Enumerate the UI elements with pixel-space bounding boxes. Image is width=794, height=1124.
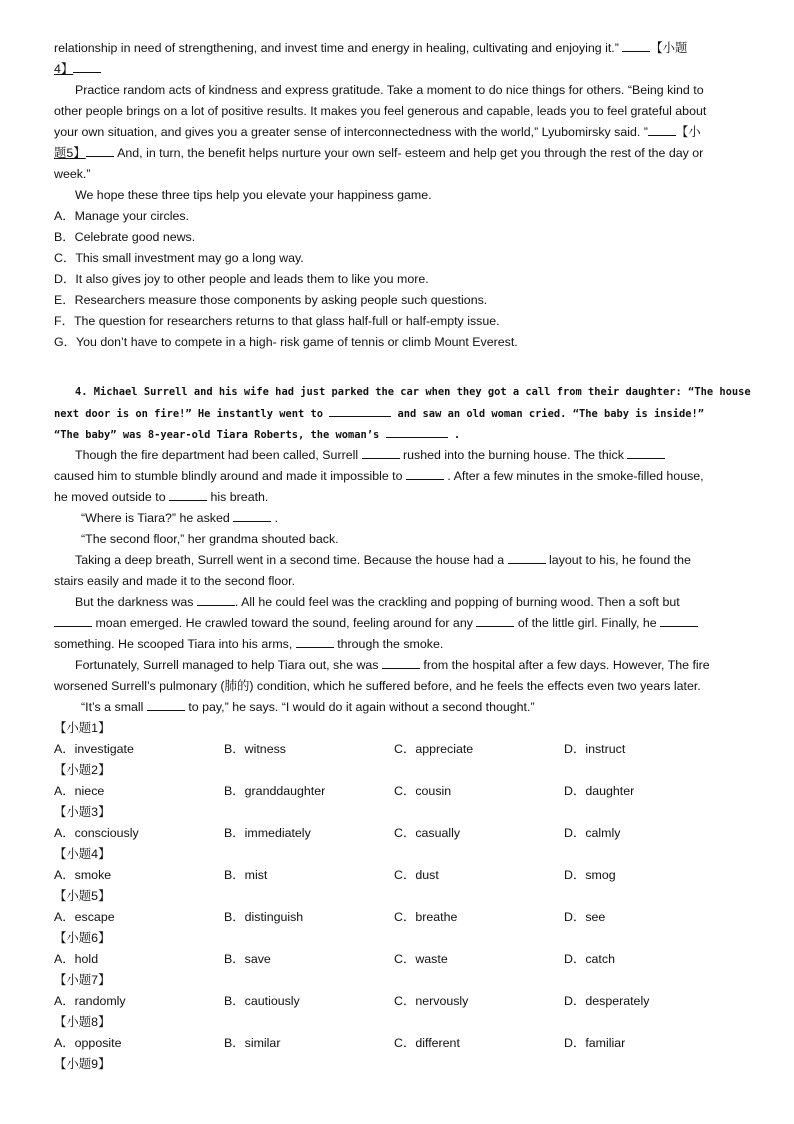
option-line: E．Researchers measure those components by asking people such questions. xyxy=(54,293,488,307)
option-line: D．It also gives joy to other people and leads them to like you more. xyxy=(54,272,429,286)
text-run: rushed into the burning house. The thick xyxy=(403,448,624,462)
paragraph-line xyxy=(54,122,701,143)
text-run: to pay,” he says. “I would do it again without a second thought.” xyxy=(188,700,535,714)
choice-c[interactable]: C．different xyxy=(394,1036,460,1050)
text-run: from the hospital after a few days. However, The fire xyxy=(423,658,710,672)
question-label: 【小题3】 xyxy=(54,805,111,819)
text-run: . xyxy=(274,511,279,525)
text-run: and saw an old woman cried. “The baby is inside!” xyxy=(397,408,705,420)
paragraph-line xyxy=(75,445,665,466)
choice-d[interactable]: D．daughter xyxy=(564,784,635,798)
choice-a[interactable]: A．escape xyxy=(54,910,115,924)
text-run: Though the fire department had been called, Surrell xyxy=(75,448,359,462)
paragraph-line xyxy=(75,592,680,613)
paragraph-line xyxy=(54,424,460,446)
text-run: Fortunately, Surrell managed to help Tiara out, she was xyxy=(75,658,379,672)
question-label: 【小题9】 xyxy=(54,1057,111,1071)
answer-blank xyxy=(382,655,420,669)
choice-b[interactable]: B．witness xyxy=(224,742,286,756)
choice-c[interactable]: C．cousin xyxy=(394,784,452,798)
choice-d[interactable]: D．catch xyxy=(564,952,615,966)
choice-c[interactable]: C．appreciate xyxy=(394,742,474,756)
option-line: F．The question for researchers returns to that glass half-full or half-empty issue. xyxy=(54,314,500,328)
text-run: your own situation, and gives you a greater sense of interconnectedness with the world,” Lyubomirsky said. ” xyxy=(54,125,648,139)
option-line: A．Manage your circles. xyxy=(54,209,189,223)
choice-a[interactable]: A．smoke xyxy=(54,868,112,882)
text-run: “It’s a small xyxy=(81,700,144,714)
paragraph-line: other people brings on a lot of positive results. It makes you feel generous and capable, leads you to feel grateful about xyxy=(54,104,707,118)
question-label: 【小题2】 xyxy=(54,763,111,777)
answer-blank xyxy=(54,613,92,627)
paragraph-line xyxy=(54,634,443,655)
choice-c[interactable]: C．dust xyxy=(394,868,439,882)
paragraph-line xyxy=(81,508,278,529)
choice-c[interactable]: C．nervously xyxy=(394,994,469,1008)
answer-blank xyxy=(406,466,444,480)
text-run: moan emerged. He crawled toward the sound, feeling around for any xyxy=(95,616,473,630)
option-line: B．Celebrate good news. xyxy=(54,230,196,244)
text-run: . After a few minutes in the smoke-filled house, xyxy=(447,469,704,483)
text-run: caused him to stumble blindly around and made it impossible to xyxy=(54,469,403,483)
choice-b[interactable]: B．immediately xyxy=(224,826,311,840)
option-line: G．You don’t have to compete in a high- risk game of tennis or climb Mount Everest. xyxy=(54,335,518,349)
paragraph-line xyxy=(75,550,691,571)
paragraph-line: worsened Surrell’s pulmonary (肺的) condition, which he suffered before, and he feels the effects even two years later. xyxy=(54,679,701,693)
answer-blank xyxy=(622,38,650,52)
answer-blank xyxy=(86,143,114,157)
choice-d[interactable]: D．desperately xyxy=(564,994,650,1008)
text-run: of the little girl. Finally, he xyxy=(517,616,657,630)
text-run: And, in turn, the benefit helps nurture your own self- esteem and help get you through the rest of the day or xyxy=(117,146,704,160)
answer-blank xyxy=(73,59,101,73)
answer-blank xyxy=(386,424,448,438)
choice-c[interactable]: C．casually xyxy=(394,826,461,840)
paragraph-line: stairs easily and made it to the second floor. xyxy=(54,574,296,588)
question-label: 【小题6】 xyxy=(54,931,111,945)
choice-d[interactable]: D．calmly xyxy=(564,826,621,840)
choice-b[interactable]: B．save xyxy=(224,952,271,966)
choice-d[interactable]: D．familiar xyxy=(564,1036,626,1050)
choice-a[interactable]: A．opposite xyxy=(54,1036,122,1050)
answer-blank xyxy=(147,697,185,711)
choice-d[interactable]: D．instruct xyxy=(564,742,626,756)
text-run: . All he could feel was the crackling and popping of burning wood. Then a soft but xyxy=(234,595,680,609)
choice-b[interactable]: B．similar xyxy=(224,1036,281,1050)
paragraph-line xyxy=(54,487,268,508)
answer-blank xyxy=(648,122,676,136)
answer-blank xyxy=(329,403,391,417)
answer-blank xyxy=(508,550,546,564)
choice-a[interactable]: A．hold xyxy=(54,952,99,966)
answer-blank xyxy=(362,445,400,459)
choice-c[interactable]: C．breathe xyxy=(394,910,458,924)
answer-blank xyxy=(660,613,698,627)
choice-a[interactable]: A．consciously xyxy=(54,826,139,840)
text-run: relationship in need of strengthening, and invest time and energy in healing, cultivating and enjoying it.” xyxy=(54,41,619,55)
choice-d[interactable]: D．see xyxy=(564,910,606,924)
text-run: “The baby” was 8-year-old Tiara Roberts, the woman’s xyxy=(54,429,380,441)
text-run: next door is on fire!” He instantly went to xyxy=(54,408,323,420)
answer-blank xyxy=(296,634,334,648)
question-label: 【小题1】 xyxy=(54,721,111,735)
text-run: something. He scooped Tiara into his arms, xyxy=(54,637,293,651)
choice-c[interactable]: C．waste xyxy=(394,952,448,966)
answer-blank xyxy=(233,508,271,522)
answer-blank xyxy=(627,445,665,459)
choice-a[interactable]: A．niece xyxy=(54,784,105,798)
paragraph-line xyxy=(54,143,703,164)
option-line: C．This small investment may go a long way. xyxy=(54,251,304,265)
choice-b[interactable]: B．distinguish xyxy=(224,910,304,924)
text-run: . xyxy=(453,429,461,441)
paragraph-line xyxy=(54,403,704,425)
question-label: 【小题5】 xyxy=(54,889,111,903)
answer-blank xyxy=(169,487,207,501)
text-run: “Where is Tiara?” he asked xyxy=(81,511,230,525)
question-tag: 【小 xyxy=(675,125,701,139)
choice-b[interactable]: B．mist xyxy=(224,868,268,882)
answer-blank xyxy=(476,613,514,627)
text-run: Taking a deep breath, Surrell went in a second time. Because the house had a xyxy=(75,553,505,567)
choice-b[interactable]: B．cautiously xyxy=(224,994,300,1008)
question-label: 【小题8】 xyxy=(54,1015,111,1029)
text-run: layout to his, he found the xyxy=(549,553,691,567)
question-tag: 【小题 xyxy=(650,41,688,55)
question-label: 【小题4】 xyxy=(54,847,111,861)
paragraph-line: “The second floor,” her grandma shouted back. xyxy=(81,532,339,546)
text-run: he moved outside to xyxy=(54,490,166,504)
paragraph-line: We hope these three tips help you elevate your happiness game. xyxy=(75,188,432,202)
choice-d[interactable]: D．smog xyxy=(564,868,616,882)
paragraph-line: Practice random acts of kindness and express gratitude. Take a moment to do nice things for others. “Being kind to xyxy=(75,83,704,97)
paragraph-line: week.” xyxy=(54,167,91,181)
choice-a[interactable]: A．investigate xyxy=(54,742,134,756)
paragraph-line: 4. Michael Surrell and his wife had just parked the car when they got a call from their daughter: “The house xyxy=(75,386,751,398)
question-label: 【小题7】 xyxy=(54,973,111,987)
paragraph-line xyxy=(54,613,698,634)
answer-blank xyxy=(197,592,235,606)
paragraph-line xyxy=(81,697,535,718)
paragraph-line xyxy=(75,655,710,676)
question-tag: 4】 xyxy=(54,62,74,76)
text-run: But the darkness was xyxy=(75,595,194,609)
paragraph-line xyxy=(54,466,704,487)
paragraph-line xyxy=(54,38,687,59)
choice-b[interactable]: B．granddaughter xyxy=(224,784,326,798)
paragraph-line xyxy=(54,59,101,80)
text-run: his breath. xyxy=(210,490,269,504)
text-run: through the smoke. xyxy=(337,637,444,651)
choice-a[interactable]: A．randomly xyxy=(54,994,126,1008)
question-tag: 题5】 xyxy=(54,146,86,160)
